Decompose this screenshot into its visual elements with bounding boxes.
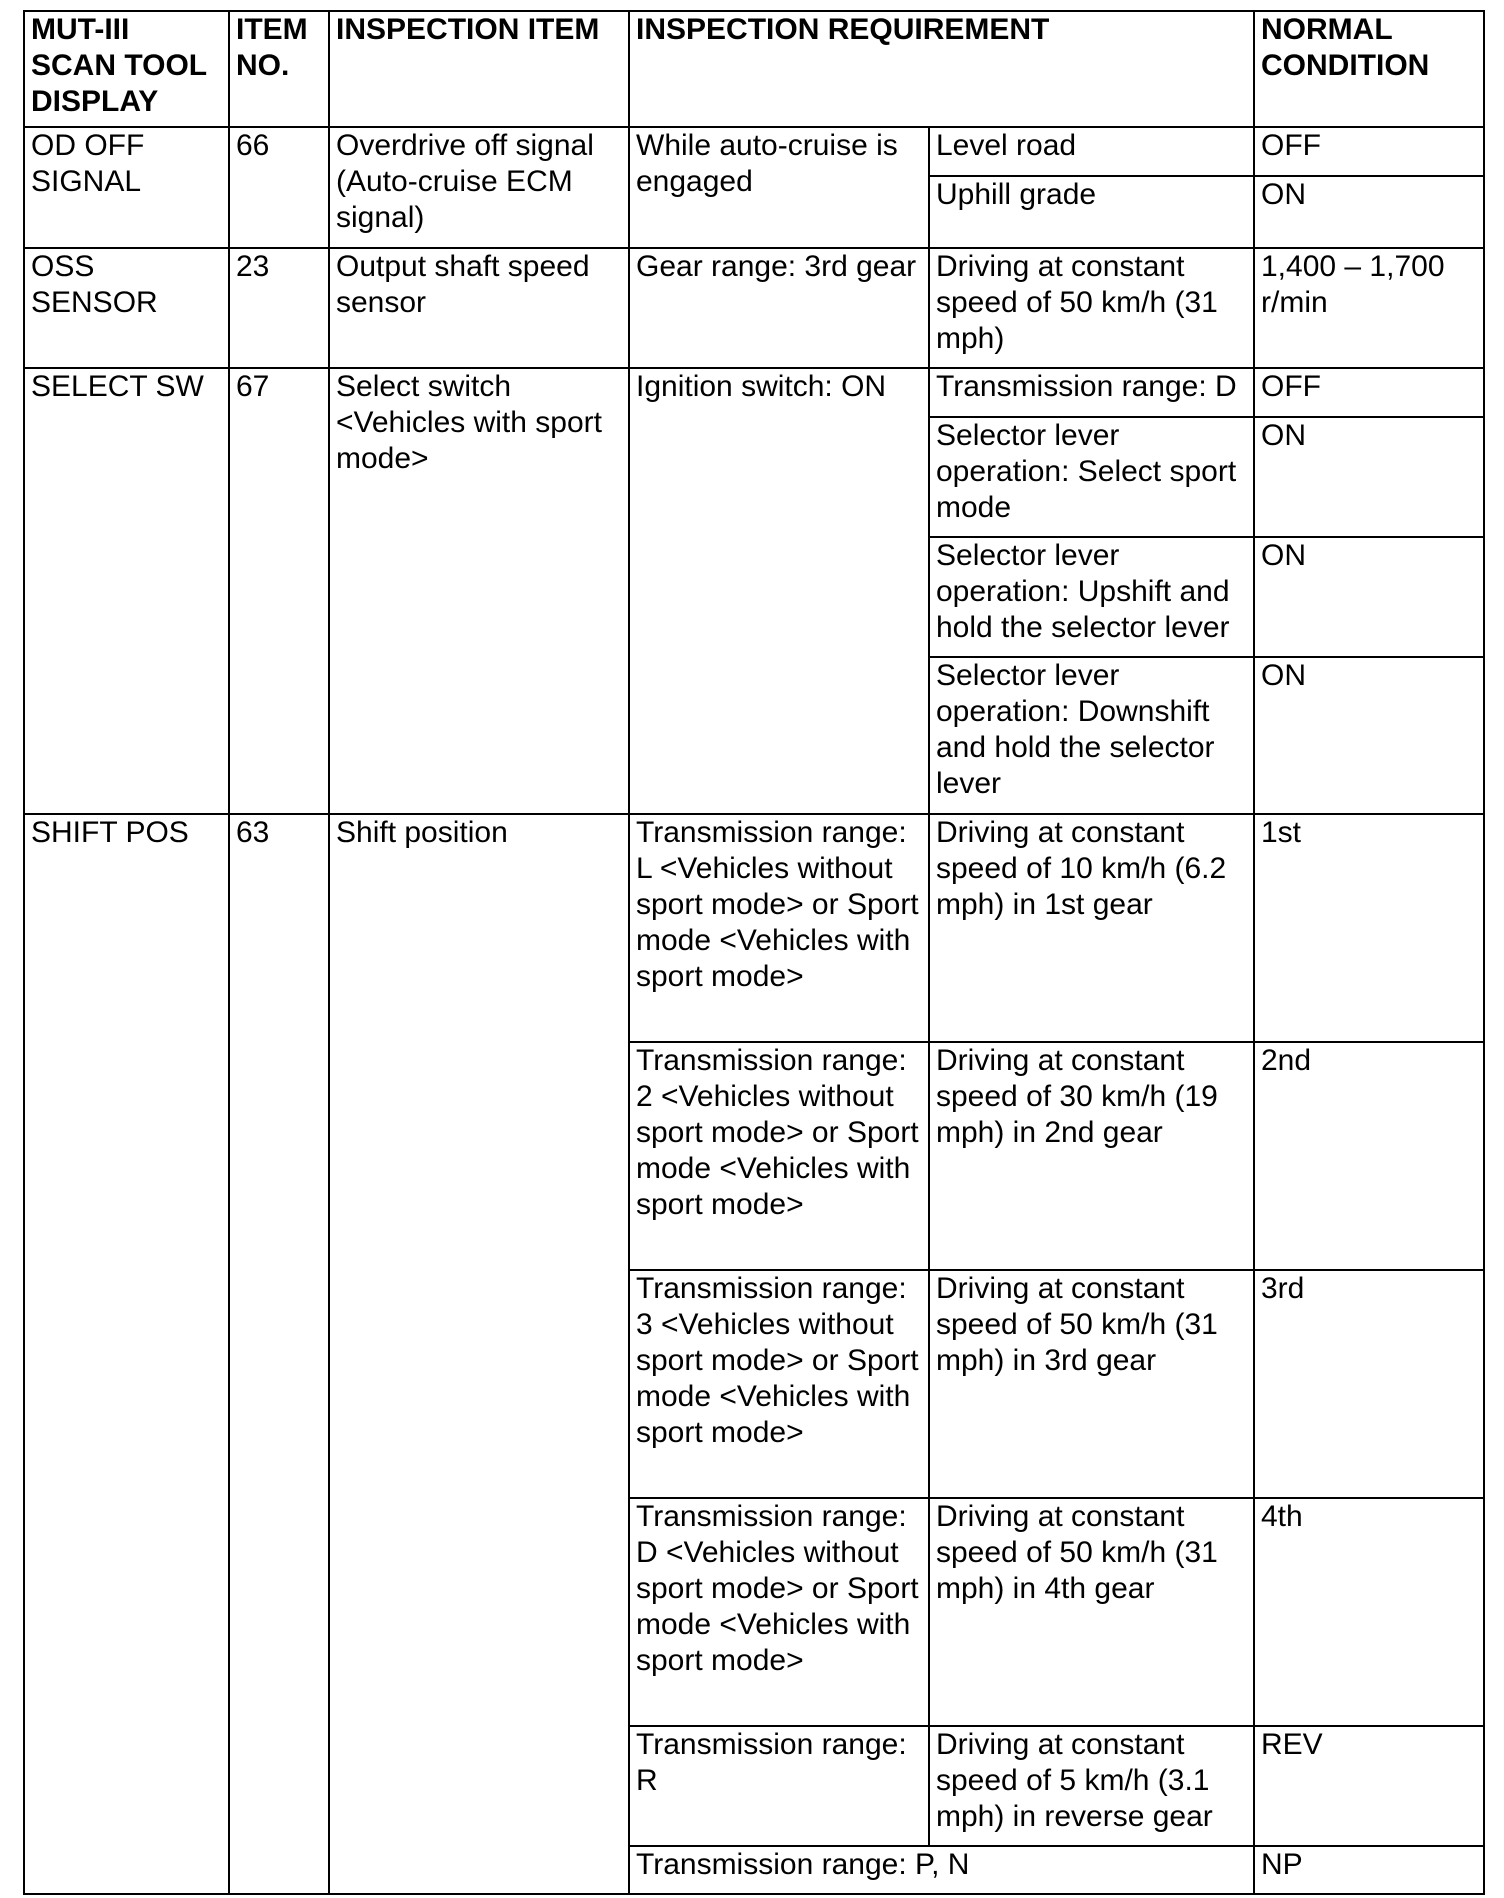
header-normal-condition: NORMAL CONDITION [1254,11,1484,127]
cell-inspection-item: Overdrive off signal (Auto-cruise ECM signal) [329,127,629,248]
cell-requirement: Transmission range: 3 <Vehicles without sport mode> or Sport mode <Vehicles with sport mode> [629,1270,929,1498]
cell-normal: ON [1254,537,1484,657]
cell-normal: 2nd [1254,1042,1484,1270]
cell-normal: NP [1254,1846,1484,1894]
table-row [24,127,1484,176]
table-row [24,368,1484,417]
table-row [24,248,1484,368]
cell-inspection-item: Shift position [329,814,629,1894]
header-inspection-item: INSPECTION ITEM [329,11,629,127]
cell-condition: Driving at constant speed of 50 km/h (31 mph) in 4th gear [929,1498,1254,1726]
cell-normal: OFF [1254,368,1484,417]
cell-requirement: Transmission range: 2 <Vehicles without sport mode> or Sport mode <Vehicles with sport mode> [629,1042,929,1270]
cell-condition: Driving at constant speed of 5 km/h (3.1 mph) in reverse gear [929,1726,1254,1846]
cell-display: OD OFF SIGNAL [24,127,229,248]
cell-item-no: 63 [229,814,329,1894]
cell-requirement: Transmission range: L <Vehicles without sport mode> or Sport mode <Vehicles with sport mode> [629,814,929,1042]
cell-condition: Driving at constant speed of 50 km/h (31 mph) in 3rd gear [929,1270,1254,1498]
cell-condition: Driving at constant speed of 50 km/h (31 mph) [929,248,1254,368]
header-item-no: ITEM NO. [229,11,329,127]
cell-condition: Selector lever operation: Upshift and hold the selector lever [929,537,1254,657]
cell-inspection-item: Output shaft speed sensor [329,248,629,368]
cell-normal: REV [1254,1726,1484,1846]
cell-inspection-item: Select switch <Vehicles with sport mode> [329,368,629,814]
cell-condition: Selector lever operation: Select sport mode [929,417,1254,537]
cell-item-no: 66 [229,127,329,248]
cell-requirement: Transmission range: P, N [629,1846,1254,1894]
cell-condition: Driving at constant speed of 10 km/h (6.2 mph) in 1st gear [929,814,1254,1042]
cell-normal: ON [1254,657,1484,814]
cell-condition: Level road [929,127,1254,176]
cell-requirement: Transmission range: R [629,1726,929,1846]
cell-condition: Driving at constant speed of 30 km/h (19 mph) in 2nd gear [929,1042,1254,1270]
cell-display: SHIFT POS [24,814,229,1894]
header-display: MUT-III SCAN TOOL DISPLAY [24,11,229,127]
cell-normal: OFF [1254,127,1484,176]
cell-condition: Selector lever operation: Downshift and hold the selector lever [929,657,1254,814]
cell-normal: 4th [1254,1498,1484,1726]
header-inspection-requirement: INSPECTION REQUIREMENT [629,11,1254,127]
cell-item-no: 67 [229,368,329,814]
cell-normal: 3rd [1254,1270,1484,1498]
cell-item-no: 23 [229,248,329,368]
cell-condition: Uphill grade [929,176,1254,248]
cell-normal: ON [1254,176,1484,248]
inspection-table [23,10,1485,1895]
cell-requirement: While auto-cruise is engaged [629,127,929,248]
cell-display: OSS SENSOR [24,248,229,368]
cell-requirement: Transmission range: D <Vehicles without sport mode> or Sport mode <Vehicles with sport mode> [629,1498,929,1726]
cell-normal: 1st [1254,814,1484,1042]
cell-display: SELECT SW [24,368,229,814]
table-row [24,814,1484,1042]
cell-normal: 1,400 – 1,700 r/min [1254,248,1484,368]
cell-normal: ON [1254,417,1484,537]
cell-condition: Transmission range: D [929,368,1254,417]
cell-requirement: Ignition switch: ON [629,368,929,814]
header-row [24,11,1484,127]
cell-requirement: Gear range: 3rd gear [629,248,929,368]
